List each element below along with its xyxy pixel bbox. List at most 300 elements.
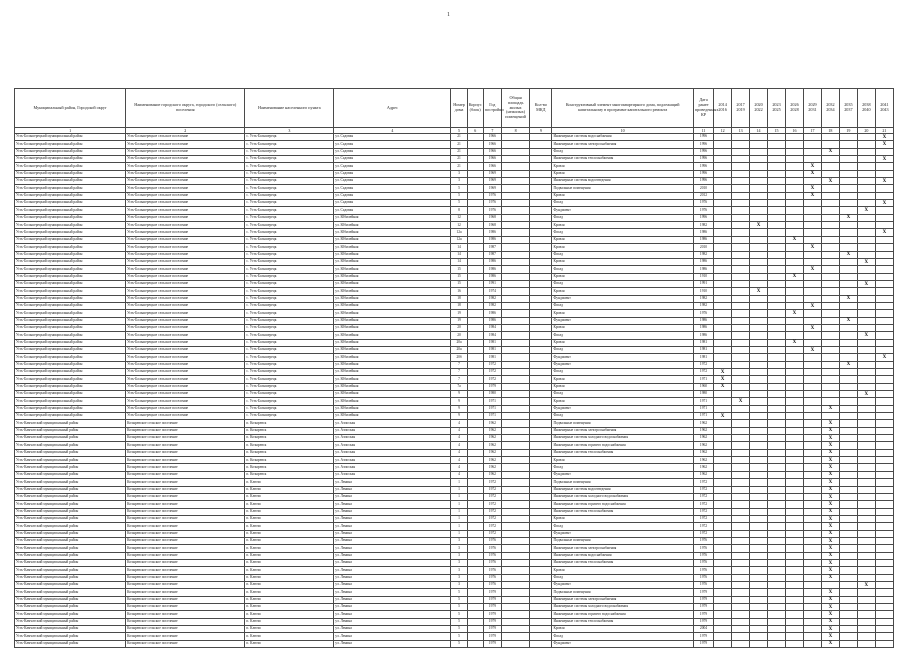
plan-period-mark [750,178,768,185]
plan-period-mark [714,435,732,442]
plan-period-mark [857,214,875,221]
plan-period-mark: X [839,317,857,324]
table-cell: Усть-Большерецкое сельское поселение [126,170,245,177]
table-cell: 5 [451,589,467,596]
plan-period-mark [803,413,821,420]
table-cell [530,567,552,574]
plan-period-mark [839,339,857,346]
plan-period-mark [785,581,803,588]
table-cell [467,493,483,500]
plan-period-mark [857,229,875,236]
plan-period-mark [768,413,786,420]
table-cell: ул. Юбилейная [334,251,451,258]
table-cell: 1979 [693,640,713,647]
table-cell: Кровля [552,324,693,331]
table-cell: 1962 [693,442,713,449]
plan-period-mark [839,207,857,214]
table-cell: ул. Ленина [334,493,451,500]
table-cell: Фасад [552,251,693,258]
table-cell [467,214,483,221]
table-cell: 21 [451,134,467,141]
table-cell: Фундамент [552,581,693,588]
table-cell [501,369,529,376]
table-cell [501,141,529,148]
table-cell: ул. Садовая [334,200,451,207]
plan-period-mark [785,214,803,221]
table-cell: 15 [451,273,467,280]
table-cell: 1971 [483,413,501,420]
plan-period-mark [803,486,821,493]
table-cell: п. Ключи [245,486,334,493]
plan-period-mark [750,508,768,515]
table-cell: 3 [451,545,467,552]
table-cell [467,229,483,236]
plan-period-mark [803,523,821,530]
plan-period-mark [875,266,893,273]
plan-period-mark [750,574,768,581]
column-header: 2041 2043 [875,89,893,128]
plan-period-mark [785,611,803,618]
table-row [15,405,894,412]
table-cell [530,479,552,486]
table-cell: Фасад [552,200,693,207]
plan-period-mark [875,537,893,544]
column-number: 21 [875,128,893,134]
plan-period-mark [785,148,803,155]
table-cell: 4 [451,442,467,449]
table-cell [530,618,552,625]
table-cell [501,361,529,368]
plan-period-mark [875,464,893,471]
table-cell [467,369,483,376]
plan-period-mark [821,369,839,376]
plan-period-mark [714,317,732,324]
plan-period-mark: X [821,493,839,500]
plan-period-mark [768,479,786,486]
table-cell: Инженерные системы водоотведения [552,178,693,185]
plan-period-mark [714,222,732,229]
table-cell: 1979 [483,626,501,633]
plan-period-mark [803,339,821,346]
table-cell: Усть-Большерецкое сельское поселение [126,214,245,221]
table-cell: 4 [451,449,467,456]
plan-period-mark [803,332,821,339]
plan-period-mark [821,214,839,221]
table-cell: Козыревское сельское поселение [126,449,245,456]
plan-period-mark [714,332,732,339]
table-cell [530,515,552,522]
plan-period-mark [821,324,839,331]
plan-period-mark [785,141,803,148]
plan-period-mark [732,302,750,309]
plan-period-mark [839,413,857,420]
table-cell: Усть-Большерецкий муниципальный район [15,134,126,141]
table-cell [530,200,552,207]
plan-period-mark [875,486,893,493]
table-cell [467,207,483,214]
column-number: 1 [15,128,126,134]
table-cell [467,589,483,596]
table-cell: с. Усть-Большерецк [245,413,334,420]
plan-period-mark [732,457,750,464]
plan-period-mark [732,545,750,552]
plan-period-mark [768,457,786,464]
plan-period-mark [839,427,857,434]
table-cell: ул. Ленина [334,530,451,537]
table-row [15,134,894,141]
table-cell: ул. Садовая [334,148,451,155]
table-cell: Усть-Большерецкое сельское поселение [126,302,245,309]
table-cell [530,530,552,537]
table-cell: ул. Ленина [334,574,451,581]
table-cell [530,633,552,640]
plan-period-mark [839,486,857,493]
plan-period-mark [714,471,732,478]
table-cell [530,163,552,170]
table-cell: п. Ключи [245,574,334,581]
plan-period-mark [750,185,768,192]
table-row [15,229,894,236]
table-cell: Фундамент [552,471,693,478]
table-cell [467,258,483,265]
table-cell: ул. Юбилейная [334,310,451,317]
table-cell [501,501,529,508]
table-cell: 14 [451,244,467,251]
column-number: 17 [803,128,821,134]
table-cell: 1972 [693,530,713,537]
table-cell: 1979 [483,618,501,625]
plan-period-mark [768,589,786,596]
plan-period-mark [714,545,732,552]
table-cell [467,141,483,148]
table-cell: с. Усть-Большерецк [245,141,334,148]
plan-period-mark [839,626,857,633]
plan-period-mark [732,207,750,214]
plan-period-mark [785,361,803,368]
table-cell: 1962 [693,457,713,464]
table-cell: Фасад [552,633,693,640]
plan-period-mark [732,258,750,265]
table-cell: 19 [451,317,467,324]
table-header-row [15,89,894,128]
table-cell: с. Усть-Большерецк [245,200,334,207]
table-row [15,302,894,309]
table-cell: Усть-Камчатский муниципальный район [15,545,126,552]
table-cell: 9 [451,391,467,398]
table-cell: Усть-Большерецкое сельское поселение [126,405,245,412]
table-cell [501,163,529,170]
table-cell: ул. Ленина [334,618,451,625]
column-number: 7 [483,128,501,134]
plan-period-mark [785,383,803,390]
table-cell: Усть-Большерецкое сельское поселение [126,413,245,420]
column-header: Муниципальный район, Городской округ [15,89,126,128]
plan-period-mark [875,435,893,442]
table-row [15,369,894,376]
plan-period-mark [857,530,875,537]
table-cell: ул. Юбилейная [334,346,451,353]
table-cell [467,464,483,471]
table-cell: Усть-Большерецкий муниципальный район [15,163,126,170]
table-cell [467,559,483,566]
table-cell: Инженерные системы электроснабжения [552,545,693,552]
plan-period-mark: X [785,310,803,317]
plan-period-mark [768,170,786,177]
table-cell: ул. Аэпоская [334,449,451,456]
plan-period-mark: X [839,251,857,258]
table-cell: 1996 [693,170,713,177]
plan-period-mark [732,589,750,596]
table-cell [467,332,483,339]
table-cell [467,244,483,251]
table-cell: 5 [451,200,467,207]
table-cell: ул. Аэпоская [334,442,451,449]
table-cell: Кровля [552,398,693,405]
plan-period-mark [839,346,857,353]
table-cell: 1972 [483,530,501,537]
plan-period-mark [785,545,803,552]
table-cell [467,545,483,552]
table-cell: 1987 [483,244,501,251]
table-row [15,427,894,434]
table-cell: Кровля [552,163,693,170]
plan-period-mark [732,420,750,427]
plan-period-mark [714,530,732,537]
table-cell: 1986 [483,273,501,280]
plan-period-mark [839,332,857,339]
table-cell: 4 [451,427,467,434]
table-cell: ул. Ленина [334,508,451,515]
table-body [15,128,894,648]
table-cell: Усть-Большерецкий муниципальный район [15,361,126,368]
plan-period-mark [785,369,803,376]
plan-period-mark [785,258,803,265]
table-cell [530,604,552,611]
table-cell: 1971 [693,405,713,412]
table-cell [467,581,483,588]
plan-period-mark: X [803,302,821,309]
plan-period-mark [768,471,786,478]
table-cell: Усть-Большерецкий муниципальный район [15,369,126,376]
table-cell [467,604,483,611]
table-cell [467,530,483,537]
table-cell [530,486,552,493]
plan-period-mark [768,251,786,258]
table-cell: с. Усть-Большерецк [245,354,334,361]
plan-period-mark [750,626,768,633]
table-cell: 1979 [693,611,713,618]
table-cell [501,214,529,221]
plan-period-mark: X [803,324,821,331]
plan-period-mark [875,236,893,243]
plan-period-mark [839,574,857,581]
table-cell: 1972 [483,486,501,493]
plan-period-mark [732,288,750,295]
plan-period-mark [839,464,857,471]
table-cell: 1976 [483,581,501,588]
table-cell [501,398,529,405]
plan-period-mark [839,354,857,361]
plan-period-mark [785,640,803,647]
table-cell: Фасад [552,391,693,398]
plan-period-mark [839,273,857,280]
plan-period-mark [732,537,750,544]
table-cell: 14 [451,258,467,265]
table-cell: Козыревское сельское поселение [126,493,245,500]
plan-period-mark [803,574,821,581]
plan-period-mark [750,464,768,471]
table-cell [467,383,483,390]
table-cell: 1979 [693,589,713,596]
plan-period-mark: X [785,236,803,243]
table-cell: Козыревское сельское поселение [126,567,245,574]
plan-period-mark [821,332,839,339]
plan-period-mark [785,515,803,522]
plan-period-mark [750,207,768,214]
table-row [15,449,894,456]
table-cell: 1962 [483,435,501,442]
table-cell: 1991 [483,280,501,287]
plan-period-mark [875,361,893,368]
table-cell [530,339,552,346]
table-cell: ул. Юбилейная [334,332,451,339]
table-cell: 18 [451,302,467,309]
column-header: 2020 2022 [750,89,768,128]
plan-period-mark [785,163,803,170]
plan-period-mark [875,302,893,309]
plan-period-mark [750,589,768,596]
plan-period-mark: X [821,545,839,552]
table-cell: 1982 [693,302,713,309]
table-cell [501,523,529,530]
table-cell [467,200,483,207]
table-cell: Фасад [552,332,693,339]
plan-period-mark [750,515,768,522]
plan-period-mark: X [803,163,821,170]
plan-period-mark [821,383,839,390]
plan-period-mark [803,479,821,486]
plan-period-mark [768,427,786,434]
plan-period-mark [803,545,821,552]
plan-period-mark: X [875,229,893,236]
table-cell [467,420,483,427]
plan-period-mark [768,464,786,471]
plan-period-mark [732,214,750,221]
table-cell: п. Ключи [245,640,334,647]
plan-period-mark [839,640,857,647]
table-cell: 3 [451,537,467,544]
table-cell: Фасад [552,229,693,236]
plan-period-mark [875,501,893,508]
plan-period-mark [803,559,821,566]
table-cell: ул. Юбилейная [334,391,451,398]
plan-period-mark [803,383,821,390]
plan-period-mark [768,501,786,508]
plan-period-mark [732,236,750,243]
table-cell: ул. Юбилейная [334,413,451,420]
column-number: 16 [785,128,803,134]
plan-period-mark [768,559,786,566]
plan-period-mark: X [821,515,839,522]
plan-period-mark: X [875,200,893,207]
plan-period-mark [785,332,803,339]
plan-period-mark [857,523,875,530]
plan-period-mark [768,537,786,544]
table-cell: ул. Садовая [334,207,451,214]
column-header: Общая площадь жилых (нежилых) помещений [501,89,529,128]
table-row [15,479,894,486]
table-cell: 5 [451,640,467,647]
plan-period-mark [821,280,839,287]
table-cell: 1986 [693,266,713,273]
table-cell: ул. Ленина [334,589,451,596]
plan-period-mark [785,398,803,405]
plan-period-mark [732,332,750,339]
table-row [15,435,894,442]
plan-period-mark: X [750,222,768,229]
table-cell: Подвальные помещения [552,589,693,596]
table-cell: Кровля [552,288,693,295]
plan-period-mark [714,141,732,148]
table-cell: Усть-Большерецкий муниципальный район [15,280,126,287]
plan-period-mark [714,633,732,640]
plan-period-mark [803,391,821,398]
plan-period-mark [732,596,750,603]
table-cell: 1979 [483,596,501,603]
table-cell: ул. Ленина [334,633,451,640]
table-cell [530,537,552,544]
table-cell: 1 [451,501,467,508]
table-cell: Фасад [552,369,693,376]
plan-period-mark [803,369,821,376]
table-cell: 14 [451,251,467,258]
table-cell: 1962 [483,427,501,434]
plan-period-mark [750,501,768,508]
table-cell: Усть-Большерецкое сельское поселение [126,163,245,170]
table-cell [467,508,483,515]
table-cell: 1980 [483,391,501,398]
plan-period-mark: X [839,295,857,302]
plan-period-mark [750,427,768,434]
plan-period-mark [821,361,839,368]
table-cell: 20 [451,332,467,339]
table-cell: 1 [451,530,467,537]
plan-period-mark [857,618,875,625]
table-cell: с. Усть-Большерецк [245,236,334,243]
plan-period-mark [785,302,803,309]
plan-period-mark [785,134,803,141]
capital-repair-registry-table [14,88,894,648]
table-cell [530,523,552,530]
table-cell: п. Ключи [245,633,334,640]
table-cell: Козыревское сельское поселение [126,552,245,559]
table-cell [530,310,552,317]
plan-period-mark [768,398,786,405]
table-cell [501,626,529,633]
plan-period-mark [839,134,857,141]
plan-period-mark [821,134,839,141]
table-cell [467,391,483,398]
table-row [15,332,894,339]
plan-period-mark [714,361,732,368]
plan-period-mark [839,618,857,625]
table-cell [501,222,529,229]
table-cell: Фасад [552,214,693,221]
plan-period-mark [768,266,786,273]
plan-period-mark [732,427,750,434]
table-cell: 3 [451,581,467,588]
plan-period-mark: X [821,640,839,647]
